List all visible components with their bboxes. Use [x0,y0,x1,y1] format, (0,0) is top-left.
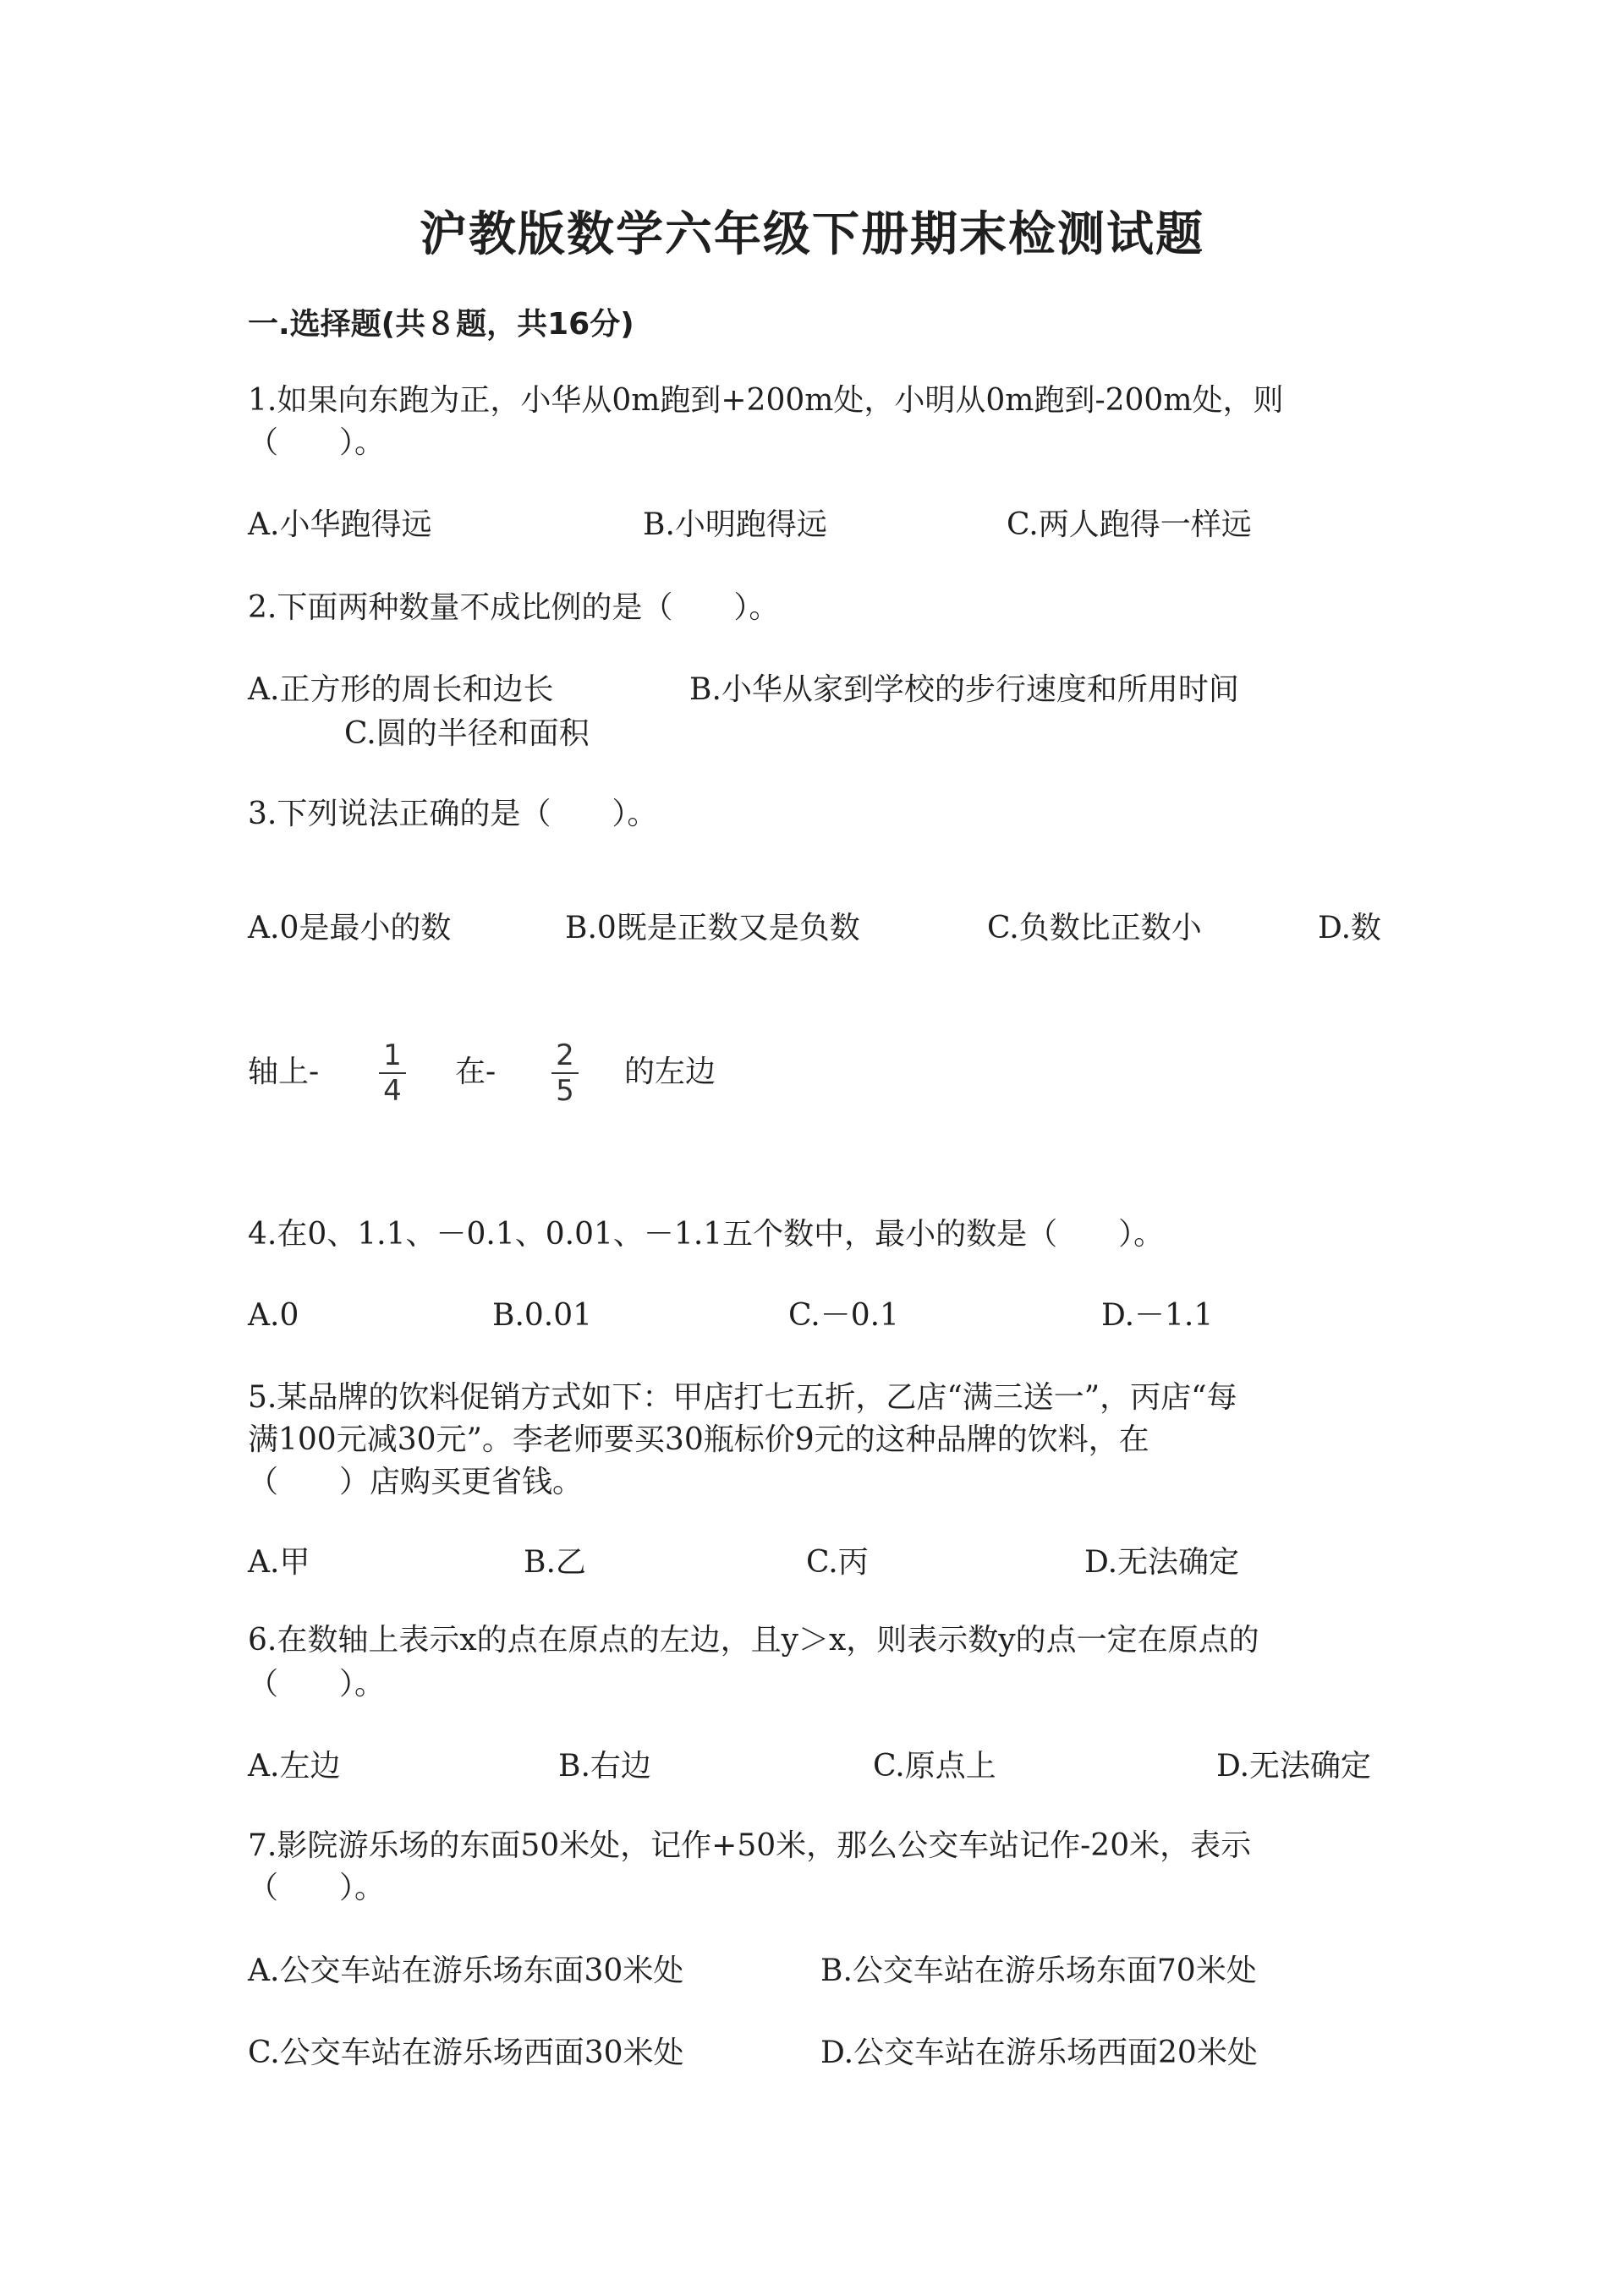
q5-option-c: C.丙 [806,1545,869,1580]
fraction-denominator: 4 [383,1074,402,1108]
page-title: 沪教版数学六年级下册期末检测试题 [420,207,1204,262]
q5-option-b: B.乙 [524,1545,586,1580]
fraction-one-quarter [376,1038,409,1108]
q6-option-c: C.原点上 [873,1749,996,1784]
q3-option-d-start: D.数 [1318,911,1382,945]
q1-text-line1: 1.如果向东跑为正，小华从0m跑到+200m处，小明从0m跑到-200m处，则 [248,383,1284,418]
q6-option-b: B.右边 [558,1749,651,1784]
q5-text-line3: （ ）店购买更省钱。 [248,1465,584,1499]
q7-text-line1: 7.影院游乐场的东面50米处，记作+50米，那么公交车站记作-20米，表示 [248,1828,1252,1863]
q3-option-b: B.0既是正数又是负数 [565,911,860,945]
q3-option-d-part3: 的左边 [624,1055,716,1089]
section-heading: 一.选择题(共８题，共16分) [248,307,634,342]
q4-option-a: A.0 [248,1298,299,1333]
q7-option-b: B.公交车站在游乐场东面70米处 [820,1954,1257,1988]
q7-text-line2: （ ）。 [248,1871,386,1905]
q1-option-a: A.小华跑得远 [248,507,432,542]
q4-option-d: D.－1.1 [1101,1298,1214,1333]
q7-option-a: A.公交车站在游乐场东面30米处 [248,1954,684,1988]
q3-text-line1: 3.下列说法正确的是（ ）。 [248,797,658,831]
q7-option-c: C.公交车站在游乐场西面30米处 [248,2036,684,2070]
q2-option-c: C.圆的半径和面积 [344,716,590,751]
q3-option-d-part1: 轴上- [248,1055,320,1089]
q1-text-line2: （ ）。 [248,425,386,460]
q4-option-b: B.0.01 [492,1298,593,1333]
q2-option-b: B.小华从家到学校的步行速度和所用时间 [689,672,1239,707]
q3-option-a: A.0是最小的数 [248,911,452,945]
q4-option-c: C.－0.1 [788,1298,899,1333]
q4-text-line1: 4.在0、1.1、－0.1、0.01、－1.1五个数中，最小的数是（ ）。 [248,1217,1165,1252]
q2-text-line1: 2.下面两种数量不成比例的是（ ）。 [248,590,780,625]
q3-option-d-part2: 在- [455,1055,497,1089]
q5-option-a: A.甲 [248,1545,310,1580]
q5-text-line1: 5.某品牌的饮料促销方式如下：甲店打七五折，乙店“满三送一”，丙店“每 [248,1380,1237,1415]
q1-option-b: B.小明跑得远 [643,507,827,542]
fraction-numerator: 1 [383,1038,402,1072]
q6-text-line2: （ ）。 [248,1667,386,1701]
fraction-numerator: 2 [556,1038,574,1072]
q6-text-line1: 6.在数轴上表示x的点在原点的左边，且y＞x，则表示数y的点一定在原点的 [248,1623,1259,1658]
q6-option-d: D.无法确定 [1216,1749,1372,1784]
fraction-two-fifths [548,1038,582,1108]
q5-text-line2: 满100元减30元”。李老师要买30瓶标价9元的这种品牌的饮料，在 [248,1422,1149,1457]
q3-option-c: C.负数比正数小 [987,911,1202,945]
fraction-denominator: 5 [556,1074,574,1108]
q2-option-a: A.正方形的周长和边长 [248,672,554,707]
q6-option-a: A.左边 [248,1749,341,1784]
q7-option-d: D.公交车站在游乐场西面20米处 [820,2036,1258,2070]
q1-option-c: C.两人跑得一样远 [1007,507,1252,542]
q5-option-d: D.无法确定 [1084,1545,1240,1580]
